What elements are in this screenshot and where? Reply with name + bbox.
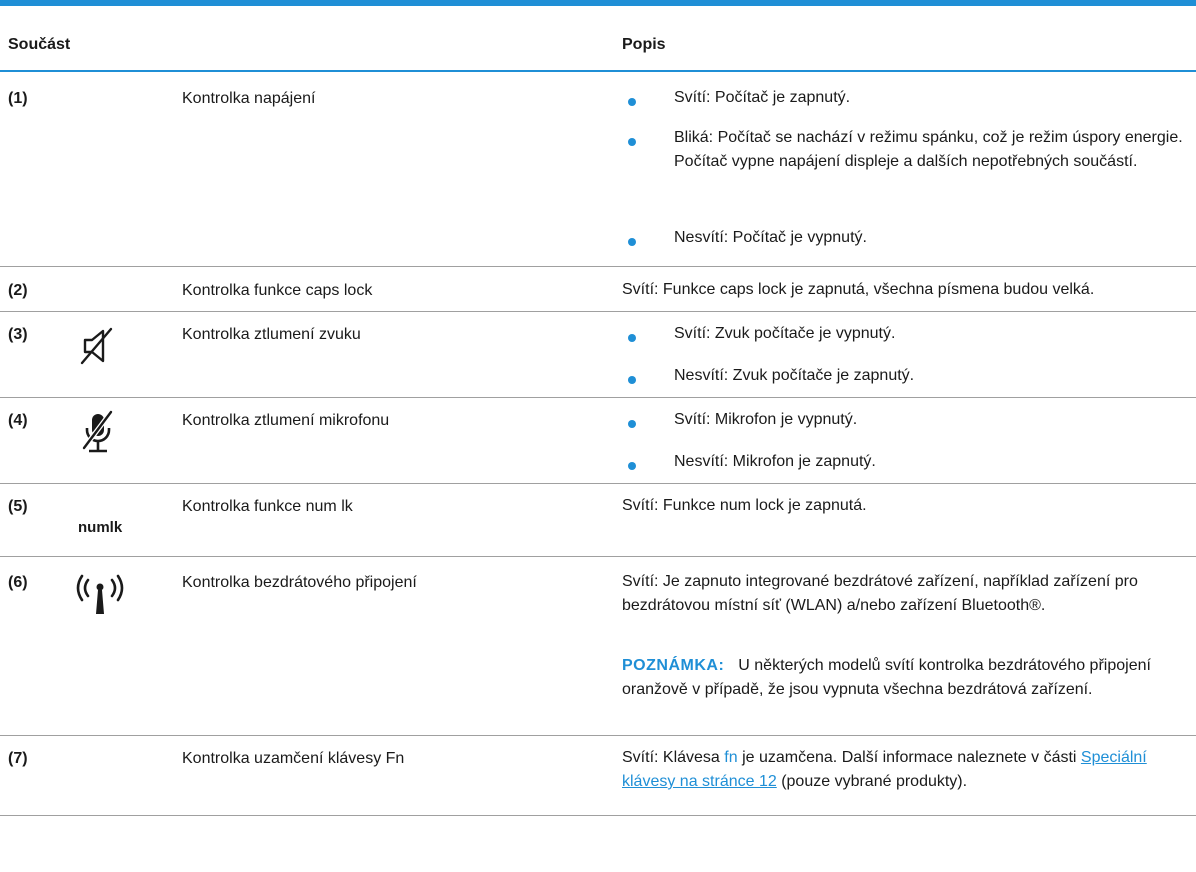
- row-component-name: Kontrolka ztlumení zvuku: [182, 326, 361, 343]
- row-divider: [0, 311, 1196, 312]
- row-description: Svítí: Je zapnuto integrované bezdrátové zařízení, například zařízení pro bezdrátovou místní síť (WLAN) a/nebo zařízení Bluetooth®.: [622, 573, 1138, 614]
- row-description: Svítí: Funkce caps lock je zapnutá, všechna písmena budou velká.: [622, 281, 1095, 298]
- desc-text: (pouze vybrané produkty).: [781, 773, 968, 790]
- row-description-bullet: Bliká: Počítač se nachází v režimu spánku, což je režim úspory energie. Počítač vypne napájení displeje a dalších nepotřebných součástí.: [674, 129, 1183, 170]
- note-text: U některých modelů svítí kontrolka bezdrátového připojení oranžově v případě, že jsou vypnuta všechna bezdrátová zařízení.: [622, 657, 1151, 698]
- bullet: [628, 420, 636, 428]
- top-rule: [0, 0, 1196, 6]
- row-description-bullet: Svítí: Zvuk počítače je vypnutý.: [674, 325, 896, 342]
- row-description: [622, 746, 1194, 794]
- bullet: [628, 138, 636, 146]
- row-number: (6): [8, 574, 28, 591]
- header-divider: [0, 70, 1196, 72]
- row-divider: [0, 815, 1196, 816]
- row-divider: [0, 556, 1196, 557]
- bullet: [628, 376, 636, 384]
- row-divider: [0, 266, 1196, 267]
- fn-key-label: fn: [724, 749, 738, 766]
- row-number: (4): [8, 412, 28, 429]
- row-divider: [0, 735, 1196, 736]
- special-keys-link[interactable]: Speciální klávesy na stránce 12: [622, 749, 1147, 790]
- wireless-icon: [76, 572, 124, 616]
- row-description-bullet: Nesvítí: Mikrofon je zapnutý.: [674, 453, 876, 470]
- microphone-mute-icon: [78, 410, 118, 454]
- row-number: (5): [8, 498, 28, 515]
- column-header-description: Popis: [622, 36, 666, 53]
- desc-text: je uzamčena. Další informace naleznete v části: [742, 749, 1077, 766]
- speaker-mute-icon: [78, 326, 118, 366]
- row-component-name: Kontrolka bezdrátového připojení: [182, 574, 417, 591]
- numlk-icon: numlk: [78, 519, 123, 536]
- note: [622, 654, 1194, 702]
- row-component-name: Kontrolka funkce num lk: [182, 498, 353, 515]
- row-description-bullet: Svítí: Mikrofon je vypnutý.: [674, 411, 858, 428]
- row-number: (3): [8, 326, 28, 343]
- row-number: (2): [8, 282, 28, 299]
- row-component-name: Kontrolka napájení: [182, 90, 316, 107]
- bullet: [628, 462, 636, 470]
- row-component-name: Kontrolka uzamčení klávesy Fn: [182, 750, 405, 767]
- bullet: [628, 238, 636, 246]
- row-number: (1): [8, 90, 28, 107]
- row-divider: [0, 397, 1196, 398]
- row-description-bullet: Nesvítí: Zvuk počítače je zapnutý.: [674, 367, 915, 384]
- row-component-name: Kontrolka ztlumení mikrofonu: [182, 412, 390, 429]
- row-description: Svítí: Funkce num lock je zapnutá.: [622, 497, 867, 514]
- desc-text: Svítí: Klávesa: [622, 749, 720, 766]
- note-label: POZNÁMKA:: [622, 657, 725, 674]
- row-description-bullet: Svítí: Počítač je zapnutý.: [674, 89, 851, 106]
- row-divider: [0, 483, 1196, 484]
- row-description-bullet: Nesvítí: Počítač je vypnutý.: [674, 229, 867, 246]
- bullet: [628, 334, 636, 342]
- row-component-name: Kontrolka funkce caps lock: [182, 282, 373, 299]
- row-number: (7): [8, 750, 28, 767]
- column-header-component: Součást: [8, 36, 71, 53]
- bullet: [628, 98, 636, 106]
